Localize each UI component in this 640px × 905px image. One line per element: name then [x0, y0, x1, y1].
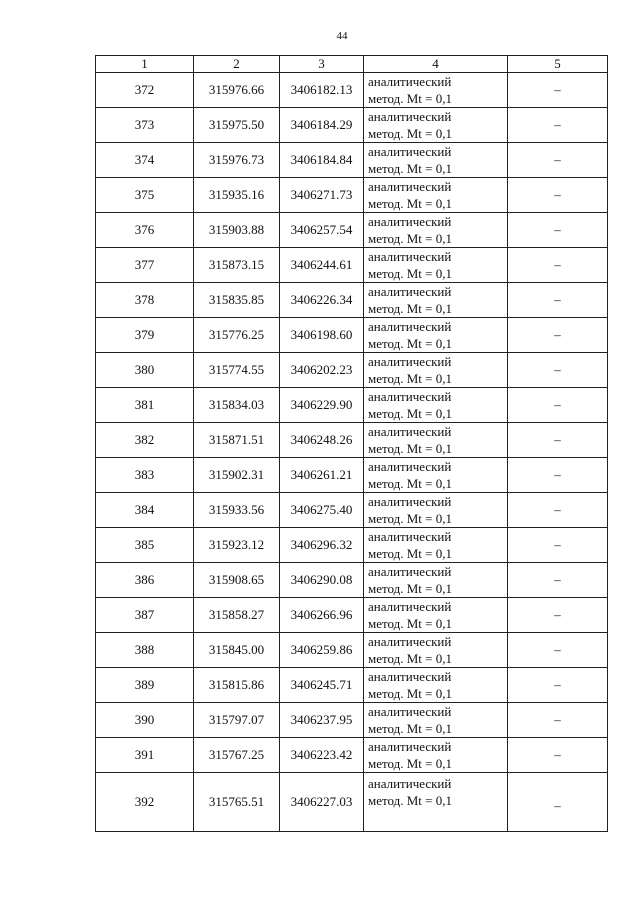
y-coordinate-cell: 3406257.54 — [280, 213, 364, 248]
x-coordinate-cell: 315815.86 — [194, 668, 280, 703]
point-number-cell: 381 — [96, 388, 194, 423]
table-header-row — [96, 56, 608, 73]
point-number-cell: 389 — [96, 668, 194, 703]
point-number-cell: 383 — [96, 458, 194, 493]
table-row — [96, 633, 608, 668]
y-coordinate-cell: 3406248.26 — [280, 423, 364, 458]
x-coordinate-cell: 315975.50 — [194, 108, 280, 143]
y-coordinate-cell: 3406223.42 — [280, 738, 364, 773]
method-line-2: метод. Mt = 0,1 — [368, 161, 452, 176]
mark-cell: – — [508, 738, 608, 773]
table-row — [96, 248, 608, 283]
method-line-2: метод. Mt = 0,1 — [368, 476, 452, 491]
x-coordinate-cell: 315871.51 — [194, 423, 280, 458]
method-line-2: метод. Mt = 0,1 — [368, 686, 452, 701]
table-row — [96, 773, 608, 832]
mark-cell: – — [508, 703, 608, 738]
table-row — [96, 598, 608, 633]
mark-cell: – — [508, 528, 608, 563]
method-cell — [364, 248, 508, 283]
method-cell — [364, 388, 508, 423]
point-number-cell: 372 — [96, 73, 194, 108]
table-row — [96, 668, 608, 703]
mark-cell: – — [508, 248, 608, 283]
method-line-2: метод. Mt = 0,1 — [368, 793, 452, 808]
method-line-2: метод. Mt = 0,1 — [368, 756, 452, 771]
method-line-2: метод. Mt = 0,1 — [368, 616, 452, 631]
mark-cell: – — [508, 318, 608, 353]
x-coordinate-cell: 315834.03 — [194, 388, 280, 423]
method-line-1: аналитический — [368, 319, 452, 334]
table-row — [96, 528, 608, 563]
method-line-1: аналитический — [368, 529, 452, 544]
page-number: 44 — [336, 30, 348, 42]
method-cell — [364, 353, 508, 388]
method-cell — [364, 458, 508, 493]
table-row — [96, 143, 608, 178]
method-line-1: аналитический — [368, 704, 452, 719]
point-number-cell: 377 — [96, 248, 194, 283]
method-line-1: аналитический — [368, 354, 452, 369]
method-cell — [364, 668, 508, 703]
method-line-1: аналитический — [368, 424, 452, 439]
mark-cell: – — [508, 668, 608, 703]
y-coordinate-cell: 3406226.34 — [280, 283, 364, 318]
method-cell — [364, 178, 508, 213]
point-number-cell: 380 — [96, 353, 194, 388]
mark-cell: – — [508, 633, 608, 668]
x-coordinate-cell: 315903.88 — [194, 213, 280, 248]
table-row — [96, 108, 608, 143]
point-number-cell: 392 — [96, 773, 194, 832]
table-row — [96, 563, 608, 598]
coordinates-table — [95, 55, 608, 832]
point-number-cell: 385 — [96, 528, 194, 563]
y-coordinate-cell: 3406229.90 — [280, 388, 364, 423]
method-cell — [364, 213, 508, 248]
point-number-cell: 390 — [96, 703, 194, 738]
method-cell — [364, 318, 508, 353]
table-row — [96, 178, 608, 213]
method-cell — [364, 773, 508, 832]
header-col-3: 3 — [280, 56, 364, 73]
y-coordinate-cell: 3406184.84 — [280, 143, 364, 178]
method-line-1: аналитический — [368, 669, 452, 684]
table-row — [96, 353, 608, 388]
method-cell — [364, 493, 508, 528]
mark-cell: – — [508, 213, 608, 248]
x-coordinate-cell: 315902.31 — [194, 458, 280, 493]
y-coordinate-cell: 3406266.96 — [280, 598, 364, 633]
y-coordinate-cell: 3406261.21 — [280, 458, 364, 493]
x-coordinate-cell: 315976.73 — [194, 143, 280, 178]
x-coordinate-cell: 315845.00 — [194, 633, 280, 668]
method-line-2: метод. Mt = 0,1 — [368, 371, 452, 386]
method-line-2: метод. Mt = 0,1 — [368, 651, 452, 666]
method-cell — [364, 423, 508, 458]
y-coordinate-cell: 3406290.08 — [280, 563, 364, 598]
y-coordinate-cell: 3406244.61 — [280, 248, 364, 283]
method-line-1: аналитический — [368, 599, 452, 614]
method-line-1: аналитический — [368, 179, 452, 194]
method-line-2: метод. Mt = 0,1 — [368, 546, 452, 561]
method-line-1: аналитический — [368, 739, 452, 754]
table-body — [96, 73, 608, 832]
method-line-1: аналитический — [368, 74, 452, 89]
point-number-cell: 376 — [96, 213, 194, 248]
header-col-4: 4 — [364, 56, 508, 73]
y-coordinate-cell: 3406184.29 — [280, 108, 364, 143]
table-row — [96, 388, 608, 423]
point-number-cell: 373 — [96, 108, 194, 143]
point-number-cell: 374 — [96, 143, 194, 178]
x-coordinate-cell: 315767.25 — [194, 738, 280, 773]
x-coordinate-cell: 315835.85 — [194, 283, 280, 318]
x-coordinate-cell: 315976.66 — [194, 73, 280, 108]
mark-cell: – — [508, 143, 608, 178]
y-coordinate-cell: 3406271.73 — [280, 178, 364, 213]
method-line-1: аналитический — [368, 634, 452, 649]
method-line-2: метод. Mt = 0,1 — [368, 91, 452, 106]
x-coordinate-cell: 315765.51 — [194, 773, 280, 832]
method-line-2: метод. Mt = 0,1 — [368, 266, 452, 281]
method-line-2: метод. Mt = 0,1 — [368, 721, 452, 736]
table-row — [96, 318, 608, 353]
method-line-1: аналитический — [368, 459, 452, 474]
method-cell — [364, 108, 508, 143]
point-number-cell: 387 — [96, 598, 194, 633]
y-coordinate-cell: 3406296.32 — [280, 528, 364, 563]
y-coordinate-cell: 3406182.13 — [280, 73, 364, 108]
point-number-cell: 384 — [96, 493, 194, 528]
mark-cell: – — [508, 73, 608, 108]
mark-cell: – — [508, 388, 608, 423]
mark-cell: – — [508, 773, 608, 832]
point-number-cell: 391 — [96, 738, 194, 773]
header-col-1: 1 — [96, 56, 194, 73]
method-cell — [364, 703, 508, 738]
mark-cell: – — [508, 353, 608, 388]
method-line-2: метод. Mt = 0,1 — [368, 336, 452, 351]
x-coordinate-cell: 315873.15 — [194, 248, 280, 283]
mark-cell: – — [508, 563, 608, 598]
x-coordinate-cell: 315776.25 — [194, 318, 280, 353]
mark-cell: – — [508, 108, 608, 143]
mark-cell: – — [508, 178, 608, 213]
point-number-cell: 378 — [96, 283, 194, 318]
table-row — [96, 703, 608, 738]
x-coordinate-cell: 315908.65 — [194, 563, 280, 598]
method-line-1: аналитический — [368, 389, 452, 404]
table-row — [96, 738, 608, 773]
x-coordinate-cell: 315797.07 — [194, 703, 280, 738]
table-row — [96, 423, 608, 458]
mark-cell: – — [508, 423, 608, 458]
method-line-1: аналитический — [368, 494, 452, 509]
method-cell — [364, 73, 508, 108]
method-line-1: аналитический — [368, 109, 452, 124]
mark-cell: – — [508, 598, 608, 633]
method-cell — [364, 633, 508, 668]
method-line-1: аналитический — [368, 776, 452, 791]
point-number-cell: 382 — [96, 423, 194, 458]
method-line-2: метод. Mt = 0,1 — [368, 231, 452, 246]
method-line-2: метод. Mt = 0,1 — [368, 406, 452, 421]
x-coordinate-cell: 315923.12 — [194, 528, 280, 563]
method-line-2: метод. Mt = 0,1 — [368, 511, 452, 526]
x-coordinate-cell: 315858.27 — [194, 598, 280, 633]
y-coordinate-cell: 3406245.71 — [280, 668, 364, 703]
method-line-2: метод. Mt = 0,1 — [368, 581, 452, 596]
x-coordinate-cell: 315935.16 — [194, 178, 280, 213]
table-row — [96, 283, 608, 318]
header-col-5: 5 — [508, 56, 608, 73]
y-coordinate-cell: 3406202.23 — [280, 353, 364, 388]
y-coordinate-cell: 3406227.03 — [280, 773, 364, 832]
method-line-1: аналитический — [368, 144, 452, 159]
method-line-2: метод. Mt = 0,1 — [368, 301, 452, 316]
method-cell — [364, 528, 508, 563]
table-row — [96, 73, 608, 108]
header-col-2: 2 — [194, 56, 280, 73]
method-line-2: метод. Mt = 0,1 — [368, 126, 452, 141]
point-number-cell: 388 — [96, 633, 194, 668]
table-row — [96, 493, 608, 528]
method-line-1: аналитический — [368, 214, 452, 229]
table-row — [96, 213, 608, 248]
point-number-cell: 379 — [96, 318, 194, 353]
method-cell — [364, 283, 508, 318]
method-line-2: метод. Mt = 0,1 — [368, 196, 452, 211]
x-coordinate-cell: 315933.56 — [194, 493, 280, 528]
mark-cell: – — [508, 458, 608, 493]
method-line-1: аналитический — [368, 249, 452, 264]
method-line-1: аналитический — [368, 284, 452, 299]
y-coordinate-cell: 3406275.40 — [280, 493, 364, 528]
x-coordinate-cell: 315774.55 — [194, 353, 280, 388]
method-cell — [364, 563, 508, 598]
y-coordinate-cell: 3406198.60 — [280, 318, 364, 353]
y-coordinate-cell: 3406237.95 — [280, 703, 364, 738]
method-line-2: метод. Mt = 0,1 — [368, 441, 452, 456]
point-number-cell: 375 — [96, 178, 194, 213]
mark-cell: – — [508, 493, 608, 528]
y-coordinate-cell: 3406259.86 — [280, 633, 364, 668]
method-cell — [364, 598, 508, 633]
table-row — [96, 458, 608, 493]
method-cell — [364, 143, 508, 178]
mark-cell: – — [508, 283, 608, 318]
method-cell — [364, 738, 508, 773]
point-number-cell: 386 — [96, 563, 194, 598]
method-line-1: аналитический — [368, 564, 452, 579]
